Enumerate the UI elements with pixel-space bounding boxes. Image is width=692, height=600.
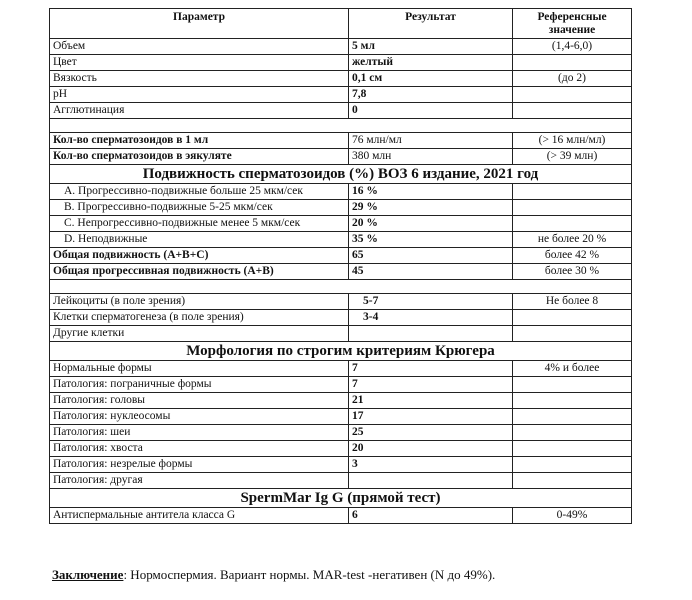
param-cell: Клетки сперматогенеза (в поле зрения) (50, 310, 349, 326)
ref-cell (513, 216, 632, 232)
result-cell: 76 млн/мл (349, 133, 513, 149)
result-cell: 17 (349, 409, 513, 425)
table-row (50, 457, 632, 473)
motility-title: Подвижность сперматозоидов (%) ВОЗ 6 издание, 2021 год (50, 165, 632, 184)
ref-cell: (1,4-6,0) (513, 39, 632, 55)
ref-cell (513, 326, 632, 342)
param-cell: Вязкость (50, 71, 349, 87)
result-cell: 3 (349, 457, 513, 473)
conclusion-label: Заключение (52, 567, 124, 582)
conclusion-text: : Нормоспермия. Вариант нормы. MAR-test -негативен (N до 49%). (123, 567, 496, 582)
header-param: Параметр (50, 9, 349, 39)
param-cell: Лейкоциты (в поле зрения) (50, 294, 349, 310)
table-row (50, 310, 632, 326)
table-row (50, 184, 632, 200)
table-row (50, 55, 632, 71)
param-cell: D. Неподвижные (50, 232, 349, 248)
table-row (50, 409, 632, 425)
result-cell: желтый (349, 55, 513, 71)
table-row (50, 473, 632, 489)
table-row (50, 248, 632, 264)
ref-cell (513, 200, 632, 216)
result-cell: 5 мл (349, 39, 513, 55)
table-row (50, 441, 632, 457)
result-cell: 7 (349, 377, 513, 393)
section-title-row (50, 489, 632, 508)
result-cell (349, 326, 513, 342)
ref-cell: (до 2) (513, 71, 632, 87)
ref-cell (513, 409, 632, 425)
result-cell: 20 % (349, 216, 513, 232)
param-cell: Патология: хвоста (50, 441, 349, 457)
result-cell: 45 (349, 264, 513, 280)
spermmar-title: SpermMar Ig G (прямой тест) (50, 489, 632, 508)
table-row (50, 103, 632, 119)
ref-cell (513, 184, 632, 200)
param-cell: Кол-во сперматозоидов в 1 мл (50, 133, 349, 149)
ref-cell: не более 20 % (513, 232, 632, 248)
param-cell: Антиспермальные антитела класса G (50, 508, 349, 524)
table-row (50, 149, 632, 165)
param-cell: Нормальные формы (50, 361, 349, 377)
result-cell (349, 473, 513, 489)
result-cell: 65 (349, 248, 513, 264)
param-cell: Патология: нуклеосомы (50, 409, 349, 425)
result-cell: 16 % (349, 184, 513, 200)
table-row (50, 393, 632, 409)
result-cell: 21 (349, 393, 513, 409)
conclusion (52, 567, 495, 583)
table-row (50, 294, 632, 310)
ref-cell (513, 473, 632, 489)
param-cell: Патология: шеи (50, 425, 349, 441)
param-cell: Другие клетки (50, 326, 349, 342)
param-cell: Патология: незрелые формы (50, 457, 349, 473)
ref-cell: (> 39 млн) (513, 149, 632, 165)
param-cell: Объем (50, 39, 349, 55)
table-row (50, 508, 632, 524)
param-cell: A. Прогрессивно-подвижные больше 25 мкм/сек (50, 184, 349, 200)
table-row (50, 232, 632, 248)
ref-cell (513, 393, 632, 409)
ref-cell: более 42 % (513, 248, 632, 264)
ref-cell (513, 87, 632, 103)
result-cell: 7 (349, 361, 513, 377)
table-row (50, 87, 632, 103)
param-cell: Общая подвижность (A+B+C) (50, 248, 349, 264)
param-cell: Цвет (50, 55, 349, 71)
param-cell: Агглютинация (50, 103, 349, 119)
param-cell: Кол-во сперматозоидов в эякуляте (50, 149, 349, 165)
result-cell: 3-4 (349, 310, 513, 326)
header-ref: Референсные значение (513, 9, 632, 39)
result-cell: 0 (349, 103, 513, 119)
param-cell: pH (50, 87, 349, 103)
result-cell: 7,8 (349, 87, 513, 103)
table-row (50, 425, 632, 441)
table-row (50, 377, 632, 393)
result-cell: 35 % (349, 232, 513, 248)
param-cell: C. Непрогрессивно-подвижные менее 5 мкм/сек (50, 216, 349, 232)
ref-cell (513, 425, 632, 441)
result-cell: 25 (349, 425, 513, 441)
section-title-row (50, 165, 632, 184)
table-row (50, 71, 632, 87)
ref-cell (513, 441, 632, 457)
header-result: Результат (349, 9, 513, 39)
result-cell: 20 (349, 441, 513, 457)
ref-cell: более 30 % (513, 264, 632, 280)
param-cell: Патология: головы (50, 393, 349, 409)
table-row (50, 326, 632, 342)
table-row (50, 216, 632, 232)
result-cell: 380 млн (349, 149, 513, 165)
result-cell: 6 (349, 508, 513, 524)
param-cell: B. Прогрессивно-подвижные 5-25 мкм/сек (50, 200, 349, 216)
table-header-row (50, 9, 632, 39)
ref-cell: (> 16 млн/мл) (513, 133, 632, 149)
blank-row (50, 280, 632, 294)
table-row (50, 361, 632, 377)
param-cell: Патология: другая (50, 473, 349, 489)
ref-cell (513, 377, 632, 393)
table-row (50, 264, 632, 280)
table-row (50, 200, 632, 216)
semen-analysis-table (49, 8, 632, 524)
ref-cell: 0-49% (513, 508, 632, 524)
ref-cell (513, 55, 632, 71)
ref-cell (513, 310, 632, 326)
section-title-row (50, 342, 632, 361)
blank-row (50, 119, 632, 133)
result-cell: 5-7 (349, 294, 513, 310)
result-cell: 0,1 см (349, 71, 513, 87)
param-cell: Патология: пограничные формы (50, 377, 349, 393)
ref-cell: Не более 8 (513, 294, 632, 310)
table-row (50, 133, 632, 149)
ref-cell (513, 103, 632, 119)
result-cell: 29 % (349, 200, 513, 216)
morphology-title: Морфология по строгим критериям Крюгера (50, 342, 632, 361)
param-cell: Общая прогрессивная подвижность (A+B) (50, 264, 349, 280)
report-table-wrapper (49, 8, 631, 524)
ref-cell (513, 457, 632, 473)
table-row (50, 39, 632, 55)
ref-cell: 4% и более (513, 361, 632, 377)
